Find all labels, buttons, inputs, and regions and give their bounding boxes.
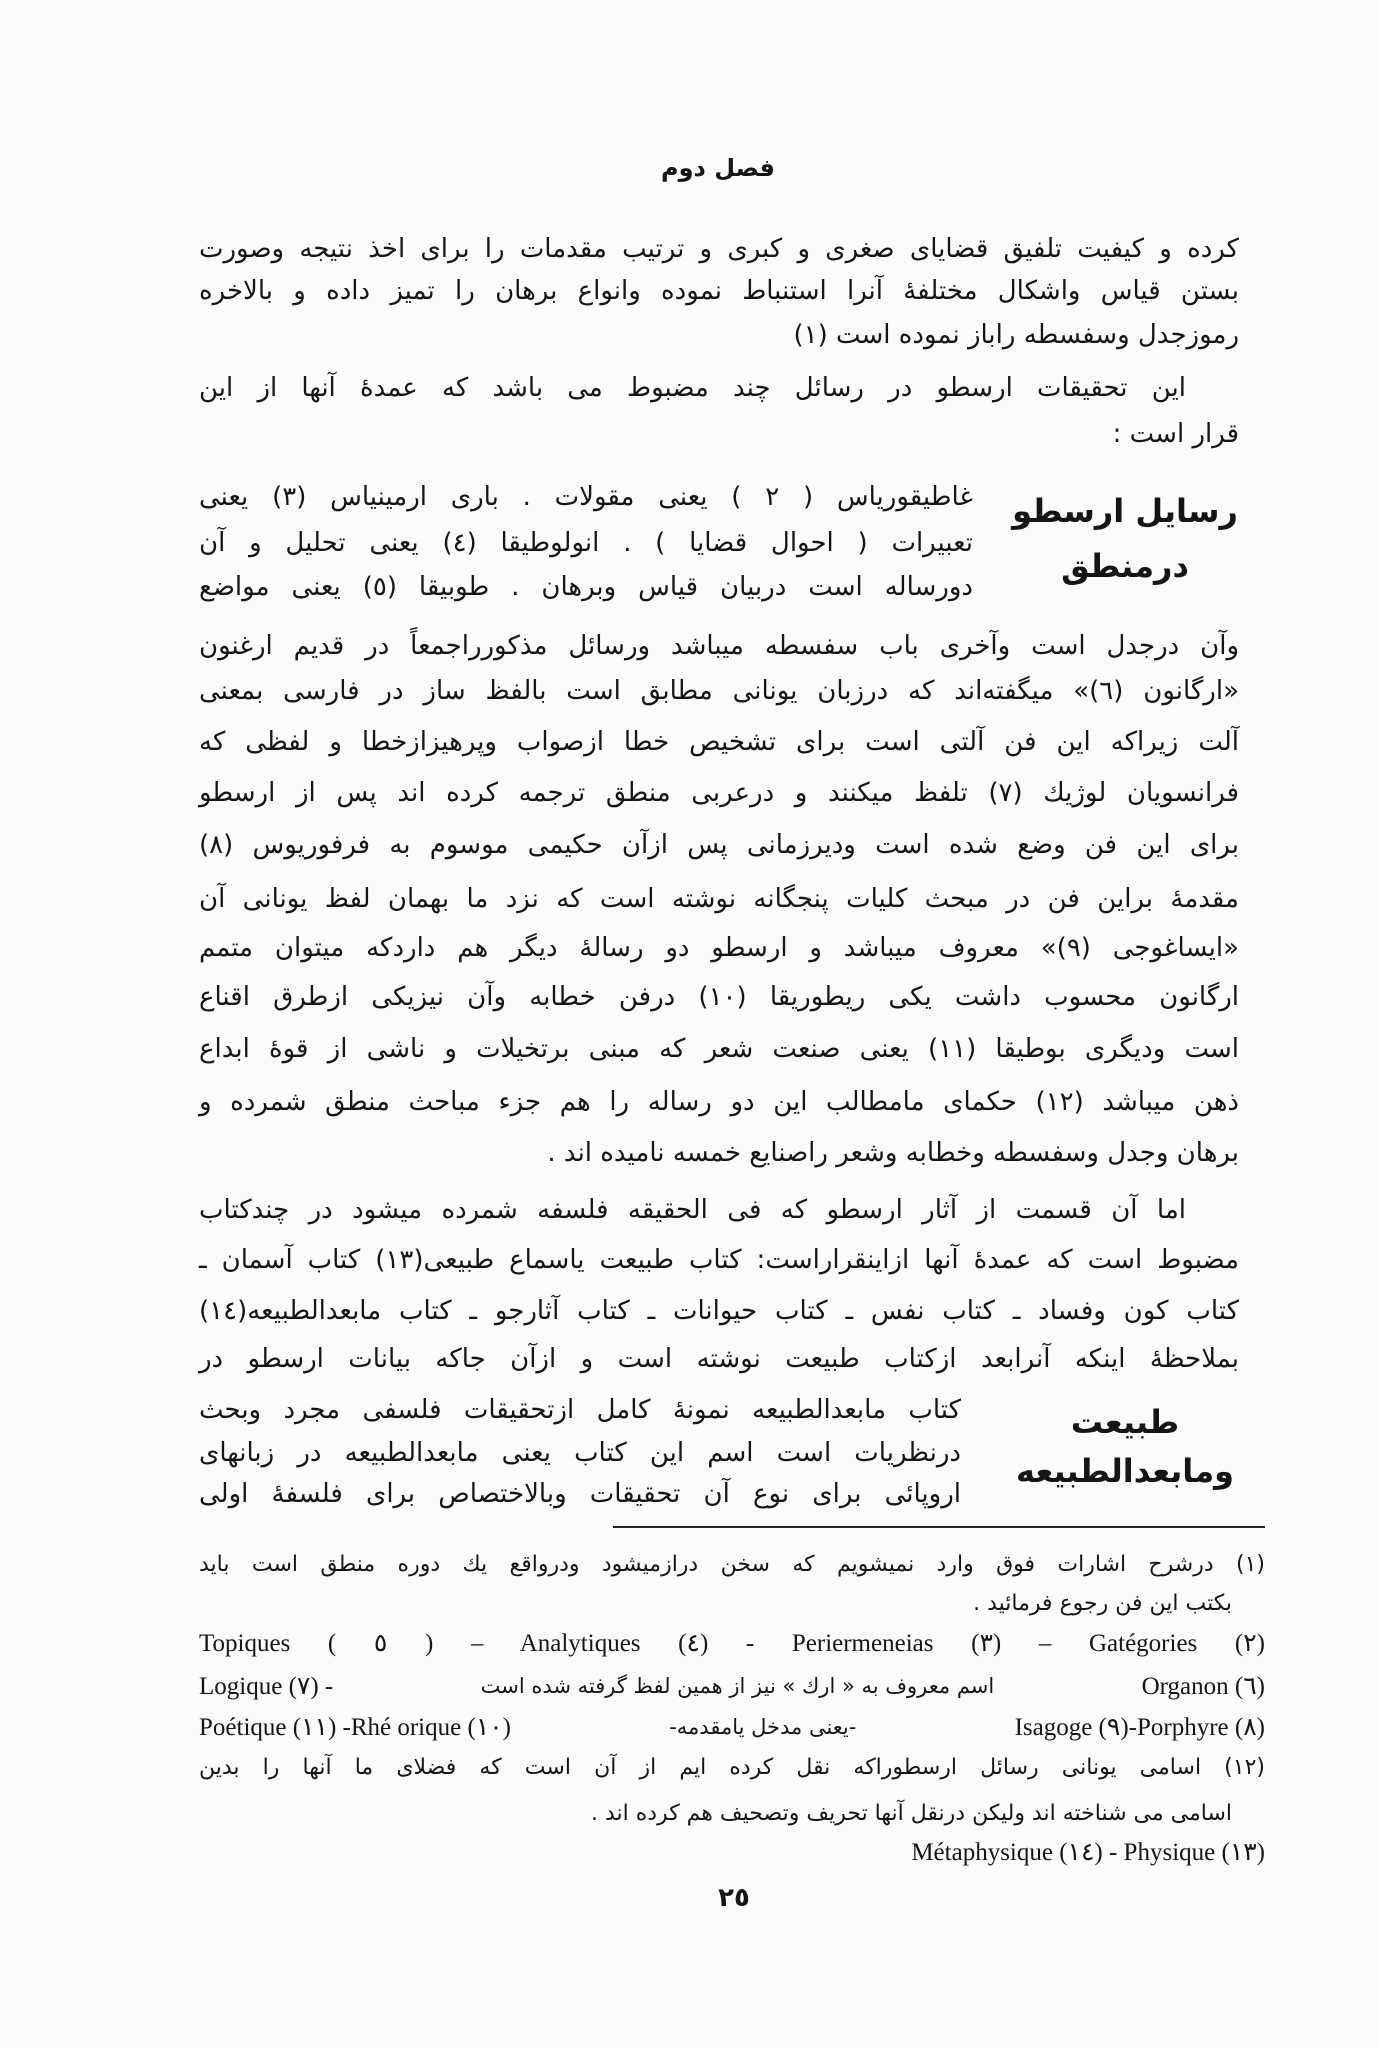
side-heading: رسایل ارسطو [1012,492,1238,530]
body-line: مضبوط است که عمدهٔ آنها ازاینقراراست: کتاب طبیعت یاسماع طبیعی(١٣) کتاب آسمان ـ [199,1245,1240,1275]
side-heading: درمنطق [1061,547,1189,585]
body-line: درنظریات است اسم این کتاب یعنی مابعدالطبیعه در زبانهای [199,1438,961,1468]
footnote-line: Métaphysique (١٤) - Physique (١٣) [911,1839,1265,1866]
footnote-latin: Poétique (١١) -Rhé orique (١٠) [199,1714,511,1741]
body-line: غاطیقوریاس ( ٢ ) یعنی مقولات . باری ارمینیاس (٣) یعنی [199,482,973,512]
body-line: برهان وجدل وسفسطه وخطابه وشعر راصنایع خمسه نامیده اند . [547,1138,1239,1168]
footnote-line [199,1710,1265,1744]
body-line: اما آن قسمت از آثار ارسطو که فی الحقیقه فلسفه شمرده میشود در چندکتاب [199,1195,1186,1225]
footnote-line: بکتب این فن رجوع فرمائید . [973,1591,1232,1616]
footnote-line: (١٢) اسامی یونانی رسائل ارسطوراکه نقل کرده ایم از آن است که فضلای ما آنها را بدین [199,1755,1265,1780]
chapter-header: فصل دوم [661,154,775,182]
footnote-latin: Organon (٦) [1141,1673,1265,1700]
footnote-latin: Isagoge (٩)-Porphyre (٨) [1014,1714,1265,1741]
body-line: تعبیرات ( احوال قضایا ) . انولوطیقا (٤) یعنی تحلیل و آن [199,528,973,558]
body-line: کتاب کون وفساد ـ کتاب نفس ـ کتاب حیوانات ـ کتاب آثارجو ـ کتاب مابعدالطبیعه(١٤) [199,1296,1239,1326]
body-line: فرانسویان لوژیك (٧) تلفظ میکنند و درعربی منطق ترجمه کرده اند پس از ارسطو [199,778,1240,808]
body-line: اروپائی برای نوع آن تحقیقات وبالاختصاص برای فلسفهٔ اولی [199,1479,961,1509]
body-line: بستن قیاس واشکال مختلفهٔ آنرا استنباط نموده وانواع برهان را تمیز داده و بالاخره [199,276,1239,306]
footnote-line: Topiques ( ٥ ) – Analytiques (٤) - Periermeneias (٣) – Gatégories (٢) [199,1630,1265,1657]
body-line: کتاب مابعدالطبیعه نمونهٔ کامل ازتحقیقات فلسفی مجرد وبحث [199,1395,961,1425]
body-line: وآن درجدل است وآخری باب سفسطه میباشد ورسائل مذکورراجمعاً در قدیم ارغنون [199,631,1239,661]
footnote-line [199,1669,1265,1703]
body-line: رموزجدل وسفسطه راباز نموده است (١) [793,320,1239,350]
body-line: ذهن میباشد (١٢) حکمای مامطالب این دو رساله را هم جزء مباحث منطق شمرده و [199,1087,1239,1117]
body-line: دورساله است دربیان قیاس وبرهان . طوبیقا (٥) یعنی مواضع [199,572,973,602]
body-line: آلت زیراکه این فن آلتی است برای تشخیص خطا ازصواب وپرهیزازخطا و لفظی که [199,727,1239,757]
body-line: مقدمهٔ براین فن در مبحث کلیات پنجگانه نوشته است که نزد ما بهمان لفظ یونانی آن [199,884,1239,914]
footnote-persian: اسم معروف به « ارك » نیز از همین لفظ گرفته شده است [480,1674,995,1698]
body-line: ارگانون محسوب داشت یکی ریطوریقا (١٠) درفن خطابه وآن نیزیکی ازطرق اقناع [199,982,1240,1012]
body-line: «ایساغوجی (٩)» معروف میباشد و ارسطو دو رسالهٔ دیگر هم داردکه میتوان متمم [199,933,1240,963]
side-heading: ومابعدالطبیعه [1015,1452,1235,1490]
body-line: «ارگانون (٦)» میگفته‌اند که درزبان یونانی مطابق است بالفظ ساز در فارسی بمعنی [199,676,1239,706]
footnote-persian: -یعنی مدخل یامقدمه- [669,1715,857,1739]
body-line: برای این فن وضع شده است ودیرزمانی پس ازآن حکیمی موسوم به فرفوریوس (٨) [199,830,1239,860]
footnote-rule [613,1526,1265,1528]
footnote-line: اسامی می شناخته اند ولیکن درنقل آنها تحریف وتصحیف هم کرده اند . [590,1801,1232,1826]
body-line: قرار است : [1112,419,1239,449]
side-heading: طبیعت [1070,1403,1180,1441]
body-line: است ودیگری بوطیقا (١١) یعنی صنعت شعر که مبنی برتخیلات و ناشی از قوهٔ ابداع [199,1034,1239,1064]
page-number: ٢٥ [718,1883,750,1913]
body-line: بملاحظهٔ اینکه آنرابعد ازکتاب طبیعت نوشته است و ازآن جاکه بیانات ارسطو در [199,1344,1239,1374]
body-line: این تحقیقات ارسطو در رسائل چند مضبوط می باشد که عمدهٔ آنها از این [199,373,1186,403]
body-line: کرده و کیفیت تلفیق قضایای صغری و کبری و ترتیب مقدمات را برای اخذ نتیجه وصورت [199,234,1239,264]
footnote-latin: Logique (٧) - [199,1673,334,1700]
footnote-line: (١) درشرح اشارات فوق وارد نمیشویم که سخن درازمیشود ودرواقع یك دوره منطق است باید [199,1552,1265,1577]
